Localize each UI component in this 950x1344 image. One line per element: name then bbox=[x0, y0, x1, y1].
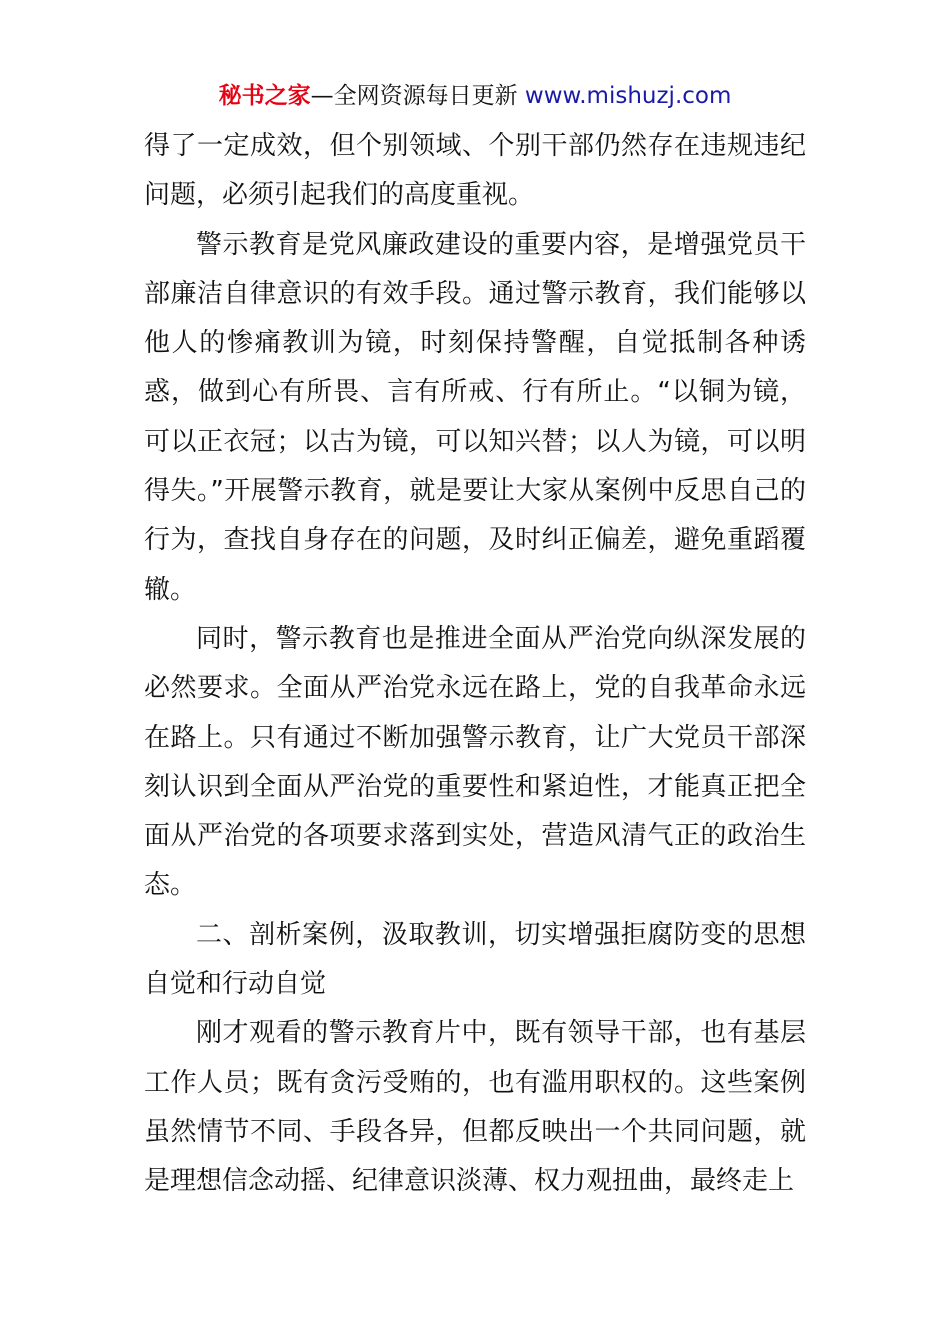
paragraph-strict-governance: 同时，警示教育也是推进全面从严治党向纵深发展的必然要求。全面从严治党永远在路上，党的自我革命永远在路上。只有通过不断加强警示教育，让广大党员干部深刻认识到全面从严治党的重要性和紧迫性，才能真正把全面从严治党的各项要求落到实处，营造风清气正的政治生态。 bbox=[144, 623, 806, 901]
site-url-link[interactable]: www.mishuzj.com bbox=[524, 83, 732, 109]
section-heading: 二、剖析案例，汲取教训，切实增强拒腐防变的思想自觉和行动自觉 bbox=[144, 919, 806, 1000]
brand-name: 秘书之家 bbox=[218, 83, 311, 109]
paragraph-continued: 得了一定成效，但个别领域、个别干部仍然存在违规违纪问题，必须引起我们的高度重视。 bbox=[144, 131, 806, 211]
header-tagline: —全网资源每日更新 bbox=[310, 83, 518, 109]
paragraph-warning-education: 警示教育是党风廉政建设的重要内容，是增强党员干部廉洁自律意识的有效手段。通过警示教育，我们能够以他人的惨痛教训为镜，时刻保持警醒，自觉抵制各种诱惑，做到心有所畏、言有所戒、行有所止。“以铜为镜，可以正衣冠；以古为镜，可以知兴替；以人为镜，可以明得失。”开展警示教育，就是要让大家从案例中反思自己的行为，查找自身存在的问题，及时纠正偏差，避免重蹈覆辙。 bbox=[144, 229, 806, 605]
document-body bbox=[144, 122, 806, 1207]
site-header bbox=[0, 80, 950, 112]
paragraph-case-analysis: 刚才观看的警示教育片中，既有领导干部，也有基层工作人员；既有贪污受贿的，也有滥用职权的。这些案例虽然情节不同、手段各异，但都反映出一个共同问题，就是理想信念动摇、纪律意识淡薄、权力观扭曲，最终走上 bbox=[144, 1018, 806, 1197]
